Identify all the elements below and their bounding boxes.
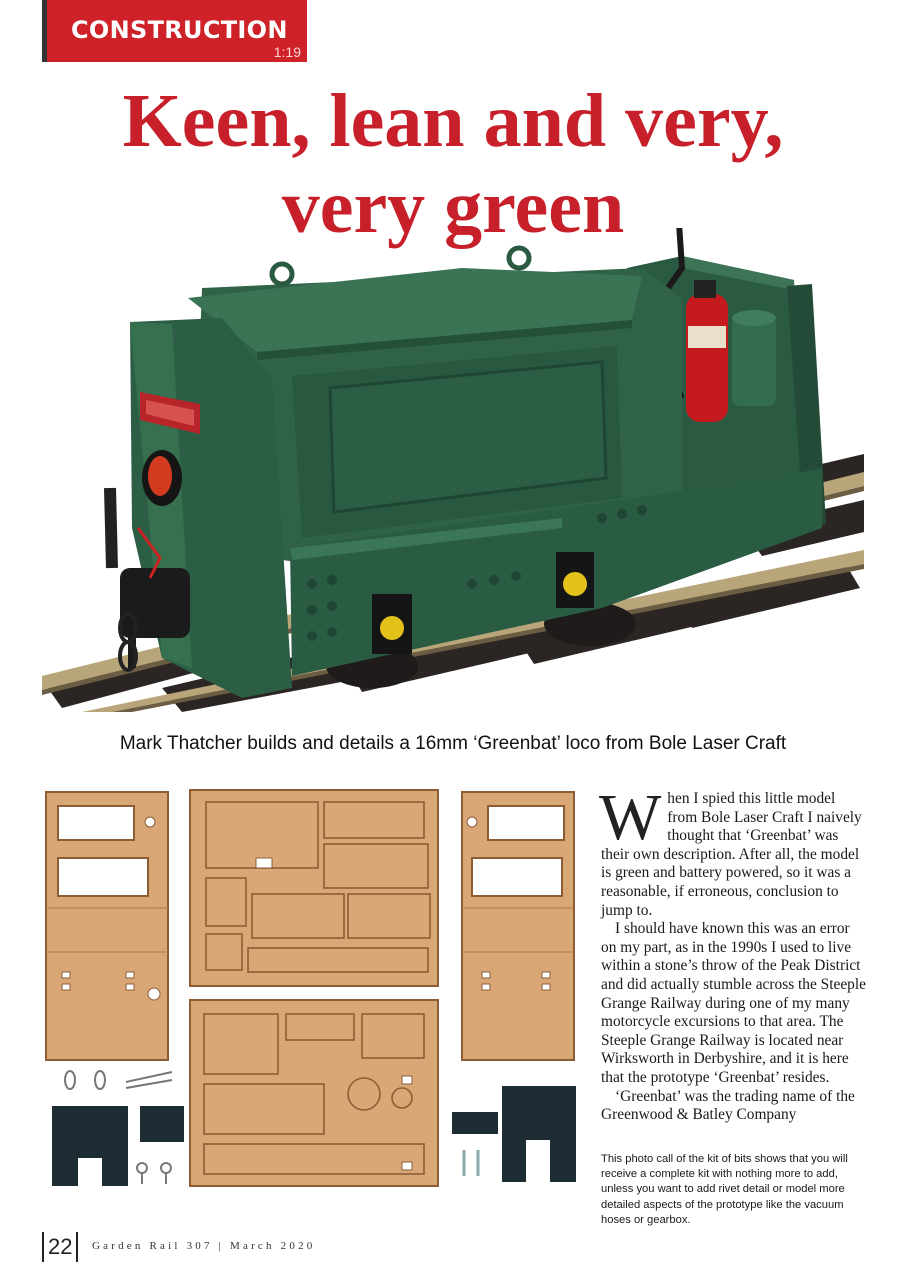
body-paragraph: When I spied this little model from Bole Laser Craft I naively thought that ‘Greenbat’ was their own description. After all, the model is green and battery powered, so it was a reasonable, if erroneous, conclusion to jump to.	[599, 781, 862, 919]
section-label: CONSTRUCTION	[71, 16, 288, 44]
headline	[0, 78, 906, 250]
headline-line-1: Keen, lean and very,	[122, 79, 784, 163]
lamp	[142, 450, 182, 506]
drop-cap: W	[599, 781, 662, 854]
headline-line-2: very green	[281, 165, 625, 249]
section-banner	[42, 0, 307, 62]
upper-centre-sheet	[190, 790, 438, 986]
right-side-panel	[462, 792, 574, 1060]
scale-label: 1:19	[273, 44, 301, 60]
standfirst: Mark Thatcher builds and details a 16mm ‘Greenbat’ loco from Bole Laser Craft	[119, 733, 787, 754]
kit-photo	[42, 788, 586, 1188]
loco-photo	[42, 228, 864, 712]
lower-centre-sheet	[190, 1000, 438, 1186]
screws	[464, 1150, 478, 1176]
magazine-issue: Garden Rail 307 | March 2020	[92, 1240, 316, 1252]
photo-caption: This photo call of the kit of bits shows that you will receive a complete kit with nothing more to add, unless you want to add rivet detail or model more detailed aspects of the prototype like the vacuum hoses or gearbox.	[601, 1153, 848, 1226]
article-body	[599, 781, 866, 1125]
page-number: 22	[42, 1232, 78, 1262]
body-paragraph: ‘Greenbat’ was the trading name of the Greenwood & Batley Company	[601, 1087, 855, 1124]
body-paragraph: I should have known this was an error on my part, as in the 1990s I used to live within a stone’s throw of the Peak District and did actually stumble across the Steeple Grange Railway during one of my many motorcycle excursions to that area. The Steeple Grange Railway is located near Wirksworth in Derbyshire, and it is here that the prototype ‘Greenbat’ resides.	[601, 920, 866, 1086]
left-side-panel	[46, 792, 168, 1060]
